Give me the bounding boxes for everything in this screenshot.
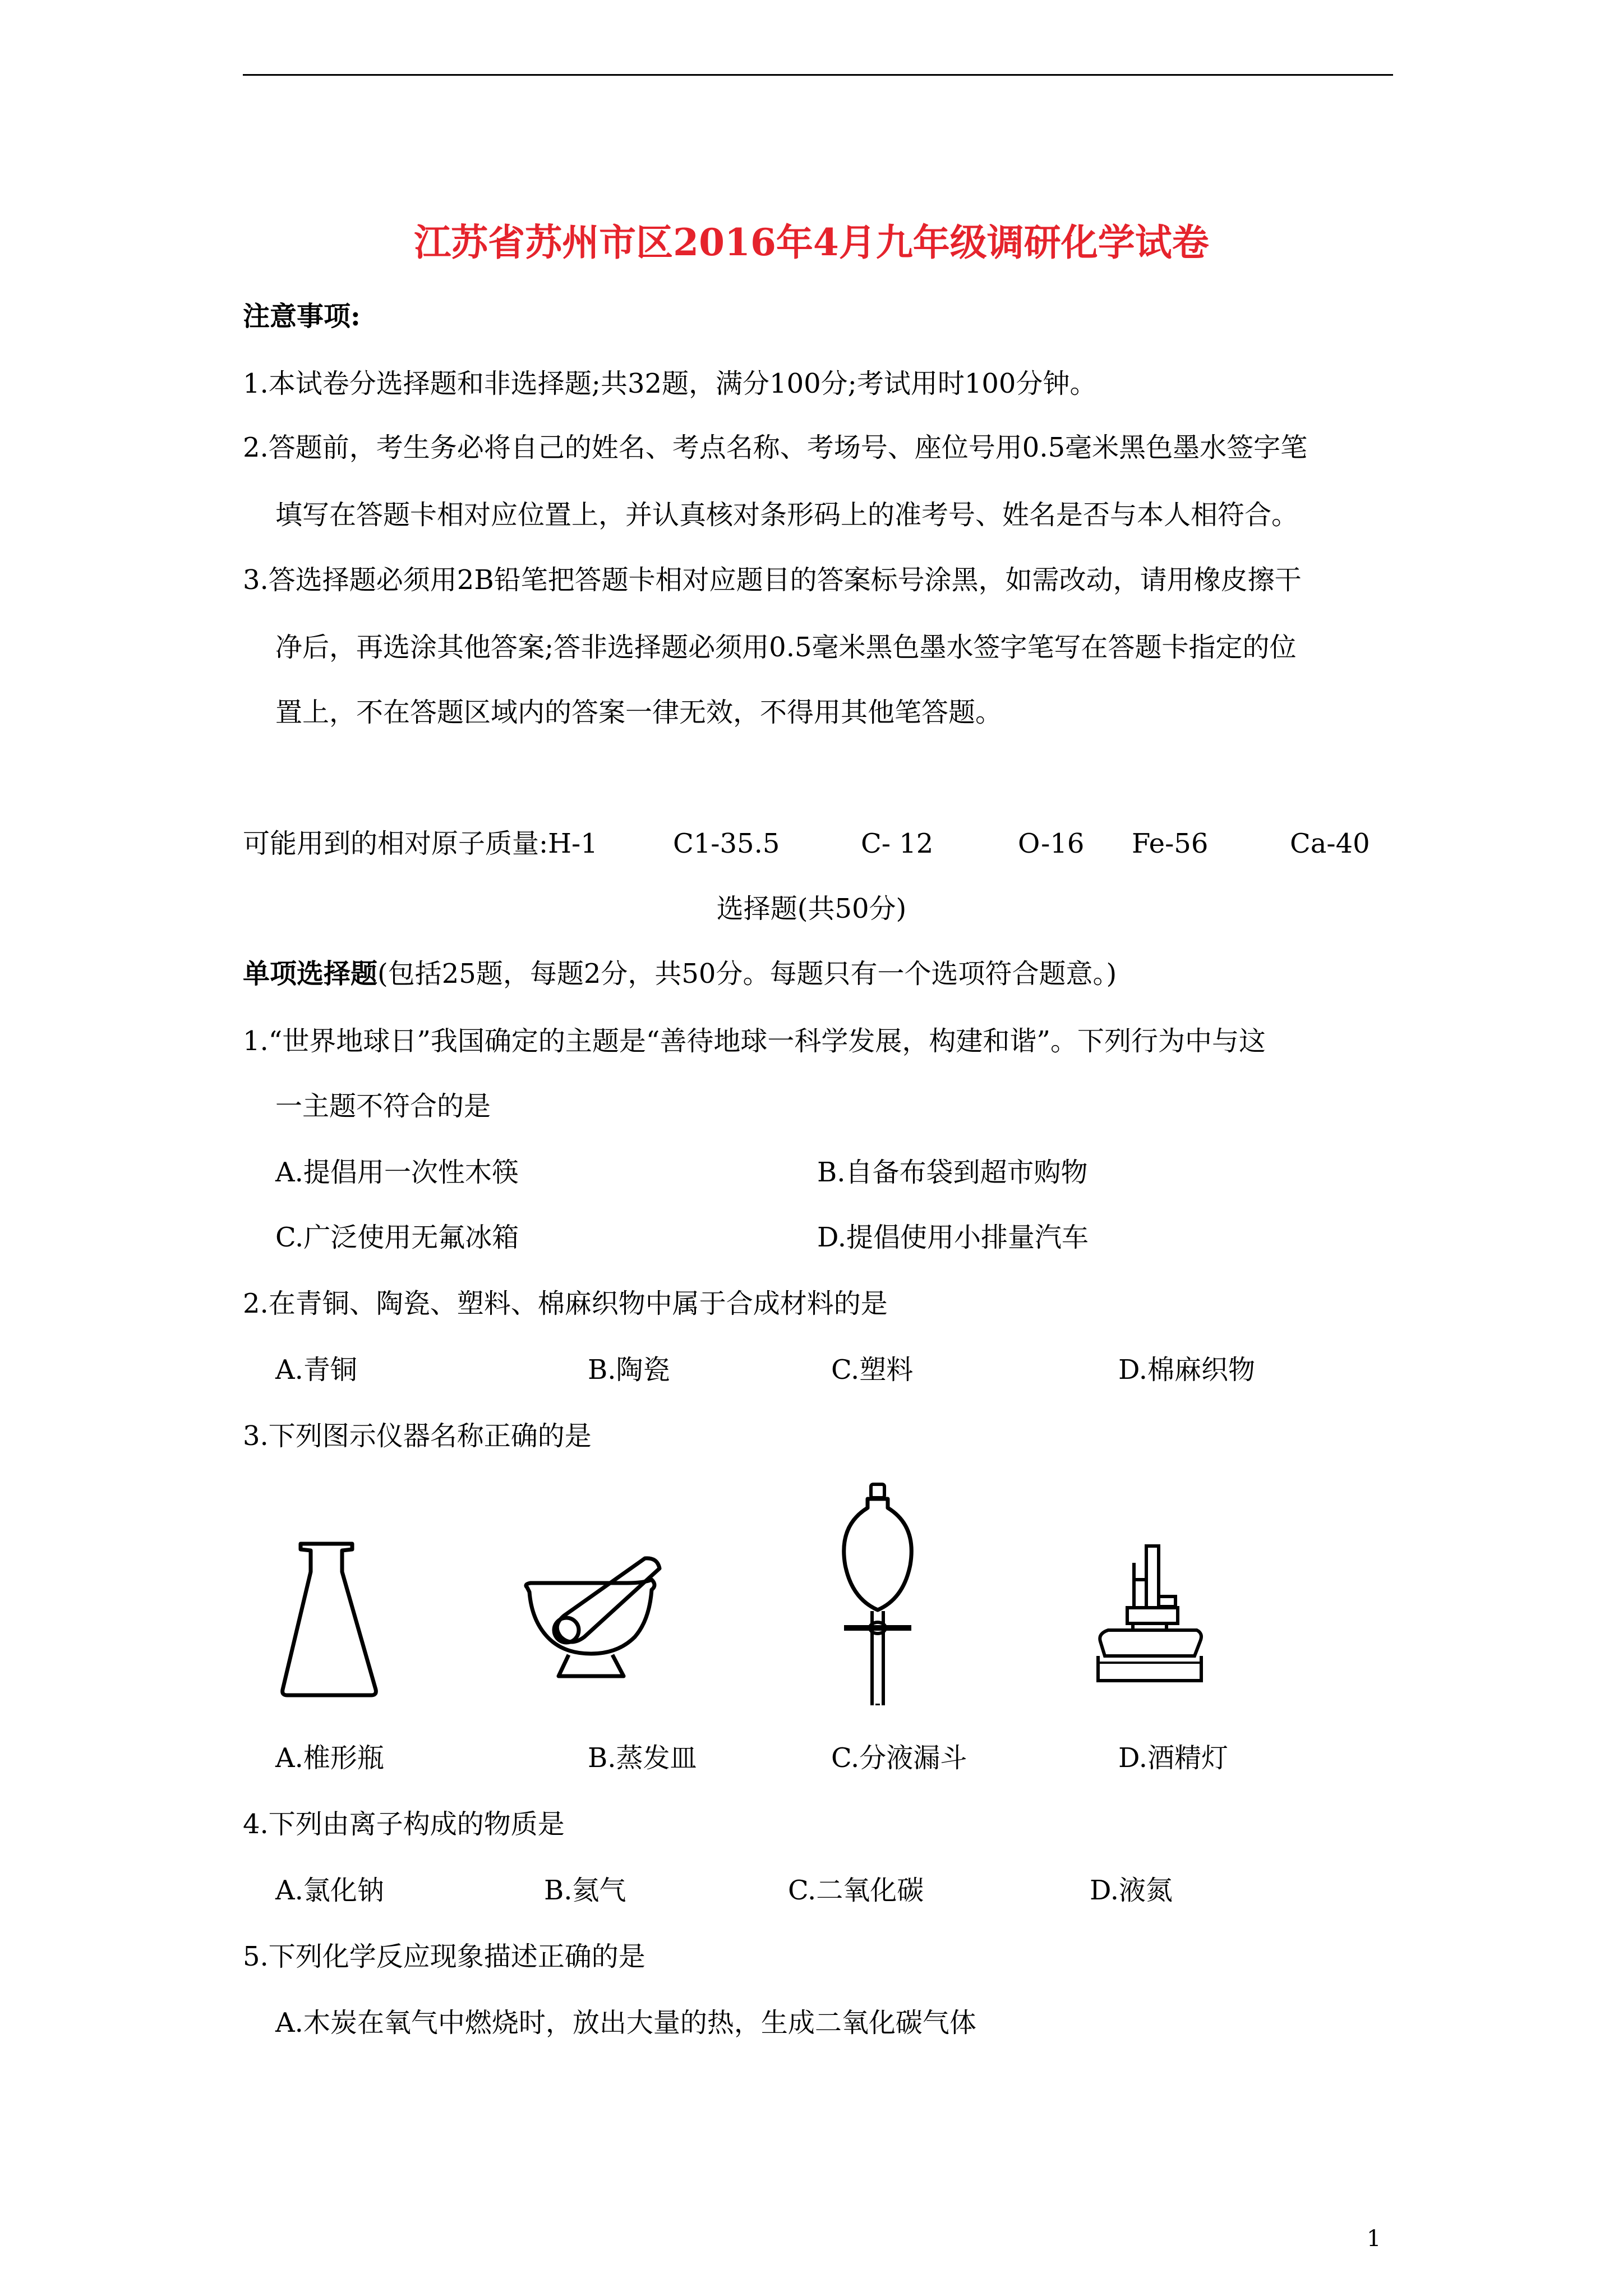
question-stem: 4.下列由离子构成的物质是 [243, 1809, 565, 1840]
atomic-mass-label: 可能用到的相对原子质量:H-1 [243, 828, 598, 859]
atomic-mass-value: Ca-40 [1290, 828, 1370, 859]
question-stem: 1.“世界地球日”我国确定的主题是“善待地球一科学发展，构建和谐”。下列行为中与这 [243, 1025, 1266, 1057]
option: B.蒸发皿 [588, 1742, 697, 1774]
mortar-pestle-figure [517, 1553, 680, 1682]
single-choice-intro [243, 957, 1117, 991]
notice-item: 1.本试卷分选择题和非选择题;共32题，满分100分;考试用时100分钟。 [243, 368, 1097, 399]
option: A.青铜 [275, 1354, 357, 1386]
option: A.提倡用一次性木筷 [275, 1157, 519, 1188]
single-choice-heading: 单项选择题 [243, 958, 378, 990]
header-rule [243, 74, 1393, 76]
option: D.棉麻织物 [1118, 1354, 1256, 1386]
erlenmeyer-flask-figure [274, 1538, 386, 1701]
option: C.二氧化碳 [788, 1875, 924, 1906]
atomic-mass-value: O-16 [1018, 828, 1085, 859]
option: A.氯化钠 [275, 1875, 384, 1906]
separatory-funnel-figure [833, 1481, 923, 1705]
option: D.酒精灯 [1118, 1742, 1229, 1774]
notice-item: 净后，再选涂其他答案;答非选择题必须用0.5毫米黑色墨水签字笔写在答题卡指定的位 [275, 632, 1297, 663]
question-stem: 5.下列化学反应现象描述正确的是 [243, 1941, 645, 1972]
alcohol-lamp-figure [1094, 1540, 1206, 1709]
atomic-mass-value: C1-35.5 [673, 828, 780, 859]
option: B.氦气 [544, 1875, 626, 1906]
atomic-mass-value: C- 12 [861, 828, 934, 859]
question-stem: 2.在青铜、陶瓷、塑料、棉麻织物中属于合成材料的是 [243, 1288, 888, 1319]
section-title: 选择题(共50分) [716, 893, 907, 924]
notice-item: 3.答选择题必须用2B铅笔把答题卡相对应题目的答案标号涂黑，如需改动，请用橡皮擦干 [243, 564, 1302, 596]
option: C.广泛使用无氟冰箱 [275, 1222, 519, 1253]
page-number: 1 [1367, 2226, 1381, 2252]
option: B.陶瓷 [588, 1354, 670, 1386]
notice-heading: 注意事项: [243, 301, 361, 332]
atomic-mass-value: Fe-56 [1132, 828, 1209, 859]
option: C.分液漏斗 [831, 1742, 967, 1774]
notice-item: 置上，不在答题区域内的答案一律无效，不得用其他笔答题。 [275, 697, 1003, 728]
option: D.提倡使用小排量汽车 [817, 1222, 1089, 1253]
page-title: 江苏省苏州市区2016年4月九年级调研化学试卷 [414, 220, 1209, 264]
single-choice-instruction: (包括25题，每题2分，共50分。每题只有一个选项符合题意。) [377, 958, 1117, 990]
option: A.椎形瓶 [275, 1742, 384, 1774]
option: D.液氮 [1090, 1875, 1173, 1906]
option: B.自备布袋到超市购物 [817, 1157, 1088, 1188]
option: A.木炭在氧气中燃烧时，放出大量的热，生成二氧化碳气体 [275, 2007, 976, 2039]
notice-item: 2.答题前，考生务必将自己的姓名、考点名称、考场号、座位号用0.5毫米黑色墨水签字笔 [243, 432, 1308, 463]
option: C.塑料 [831, 1354, 914, 1386]
notice-item: 填写在答题卡相对应位置上，并认真核对条形码上的准考号、姓名是否与本人相符合。 [275, 499, 1299, 531]
question-stem: 一主题不符合的是 [275, 1091, 491, 1122]
question-stem: 3.下列图示仪器名称正确的是 [243, 1420, 592, 1452]
